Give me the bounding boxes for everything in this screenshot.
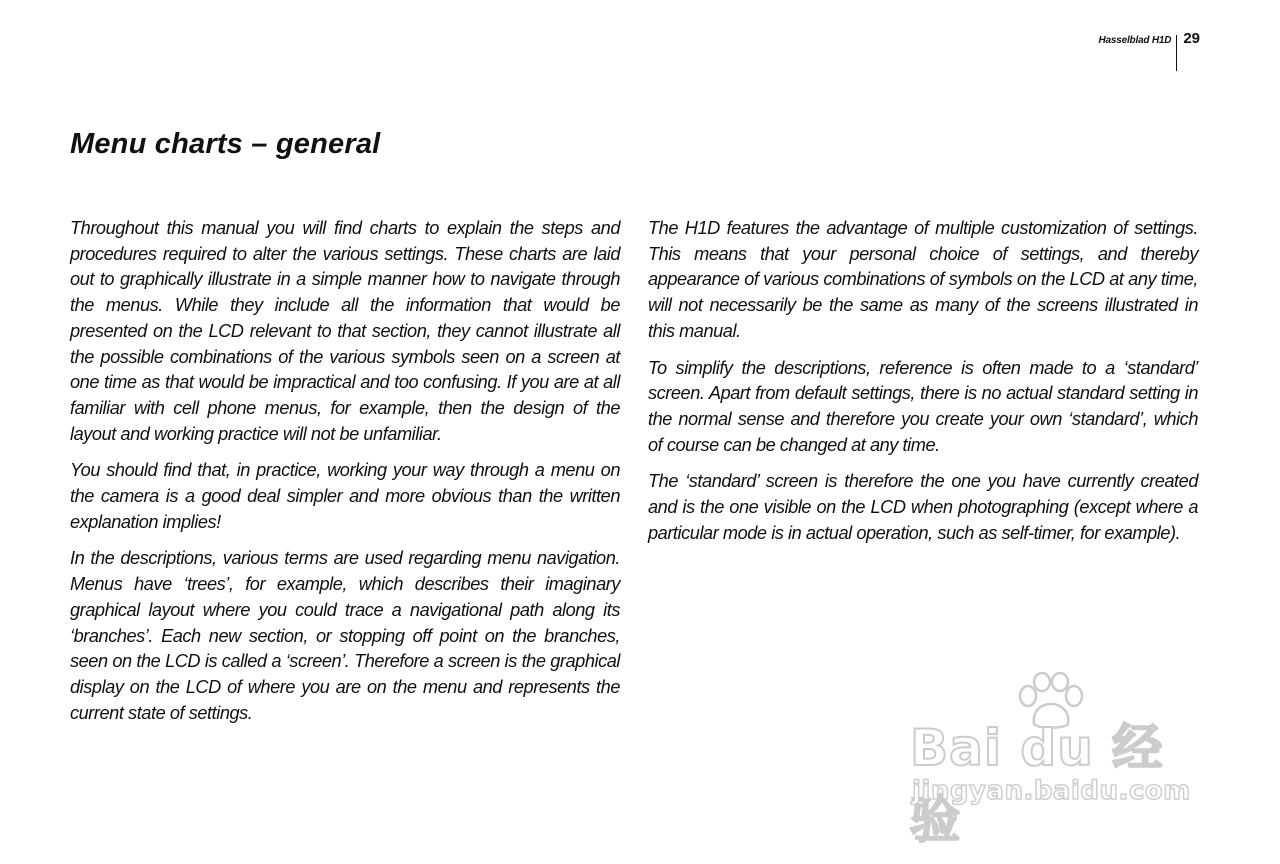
page-title: Menu charts – general xyxy=(70,128,381,160)
right-column xyxy=(648,216,1198,557)
paragraph-standard-definition: The ‘standard’ screen is therefore the one you have currently created and is the one visible on the LCD when photographing (except where a particular mode is in actual operation, such as self-timer, for example). xyxy=(648,471,1198,543)
paragraph-practice: You should find that, in practice, working your way through a menu on the camera is a good deal simpler and more obvious than the written explanation implies! xyxy=(70,460,620,532)
paragraph-customization: The H1D features the advantage of multiple customization of settings. This means that your personal choice of settings, and thereby appearance of various combinations of symbols on the LCD at any time, will not necessarily be the same as many of the screens illustrated in this manual. xyxy=(648,218,1198,341)
watermark-url: jingyan.baidu.com xyxy=(912,776,1191,806)
left-column xyxy=(70,216,620,737)
baidu-watermark xyxy=(910,672,1210,849)
page-number: 29 xyxy=(1183,30,1200,47)
paragraph-standard-screen: To simplify the descriptions, reference is often made to a ‘standard’ screen. Apart from default settings, there is no actual standard setting in the normal sense and therefore you create your own ‘standard’, which of course can be changed at any time. xyxy=(648,357,1198,455)
paragraph-navigation-terms: In the descriptions, various terms are used regarding menu navigation. Menus have ‘trees’, for example, which describes their imaginary graphical layout where you could trace a navigational path along its ‘branches’. Each new section, or stopping off point on the branches, seen on the LCD is called a ‘screen’. Therefore a screen is the graphical display on the LCD of where you are on the menu and represents the current state of settings. xyxy=(70,548,620,723)
page-header xyxy=(1099,28,1200,72)
header-brand: Hasselblad H1D xyxy=(1099,35,1178,71)
baidu-logo-text: Bai du 经验 xyxy=(910,719,1164,849)
paragraph-charts-intro: Throughout this manual you will find charts to explain the steps and procedures required to alter the various settings. These charts are laid out to graphically illustrate in a simple manner how to navigate through the menus. While they include all the information that would be presented on the LCD relevant to that section, they cannot illustrate all the possible combinations of the various symbols seen on a screen at one time as that would be impractical and too confusing. If you are at all familiar with cell phone menus, for example, then the design of the layout and working practice will not be unfamiliar. xyxy=(70,218,620,444)
